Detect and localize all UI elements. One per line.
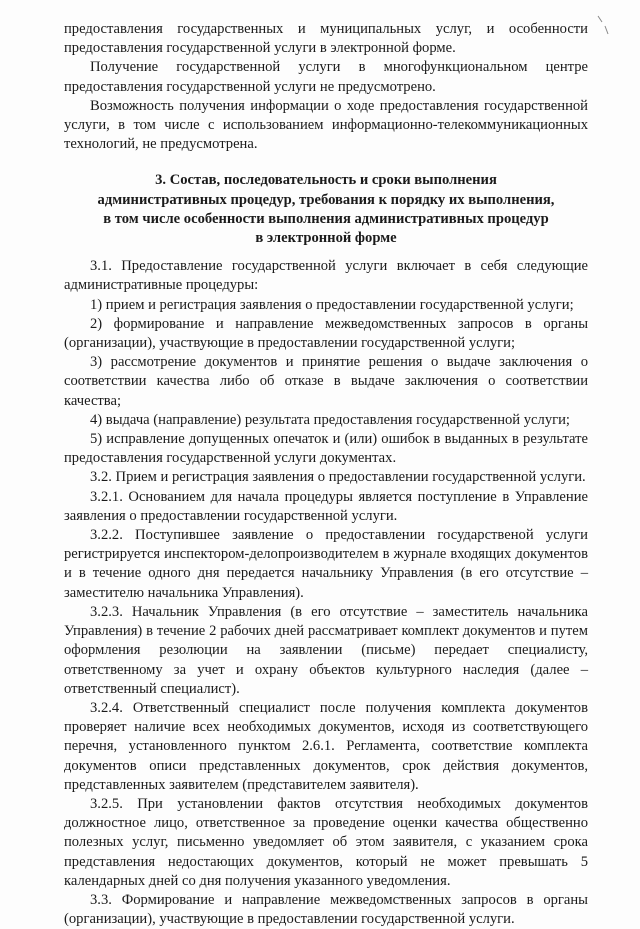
paragraph-3-2-2: 3.2.2. Поступившее заявление о предоставлении государственой услуги регистрируется инспектором-делопроизводителем в журнале входящих документов и в течение одного дня передается начальнику Управления (в его отсутствие – заместителю начальника Управления). [64, 527, 588, 601]
section-heading-line: административных процедур, требования к порядку их выполнения, [97, 191, 555, 208]
paragraph-3-2-3: 3.2.3. Начальник Управления (в его отсутствие – заместитель начальника Управления) в течение 2 рабочих дней рассматривает комплект документов и путем оформления резолюции на заявлении (письме) передает специалисту, ответственному за учет и охрану объектов культурного наследия (далее – ответственный специалист). [64, 603, 588, 697]
section-heading-line: в том числе особенности выполнения административных процедур [103, 210, 549, 227]
list-item-4: 4) выдача (направление) результата предоставления государственной услуги; [90, 411, 570, 428]
paragraph-3-2-5: 3.2.5. При установлении фактов отсутствия необходимых документов должностное лицо, ответственное за проведение оценки качества общественно полезных услуг, письменно уведомляет об этом заявителя, с указанием срока представления недостающих документов, который не может превышать 5 календарных дней со дня получения указанного уведомления. [64, 795, 588, 889]
intro-paragraph-2: Получение государственной услуги в многофункциональном центре предоставления государственной услуги не предусмотрено. [64, 59, 588, 95]
paragraph-3-2-1: 3.2.1. Основанием для начала процедуры является поступление в Управление заявления о предоставлении государственной услуги. [64, 488, 588, 524]
intro-paragraph-1: предоставления государственных и муниципальных услуг, и особенности предоставления государственной услуги в электронной форме. [64, 21, 588, 57]
section-heading-line: 3. Состав, последовательность и сроки выполнения [155, 172, 497, 189]
list-item-5: 5) исправление допущенных опечаток и (или) ошибок в выданных в результате предоставления государственной услуги документах. [64, 431, 588, 467]
paragraph-3-2-4: 3.2.4. Ответственный специалист после получения комплекта документов проверяет наличие всех необходимых документов, исходя из соответствующего перечня, установленного пунктом 2.6.1. Регламента, соответствие комплекта документов описи представленных документов, срок действия документов, представленных заявителем (представителем заявителя). [64, 699, 588, 793]
paragraph-3-3: 3.3. Формирование и направление межведомственных запросов в органы (организации), участвующие в предоставлении государственной услуги. [64, 891, 588, 928]
list-item-3: 3) рассмотрение документов и принятие решения о выдаче заключения о соответствии качества либо об отказе в выдаче заключения о соответствии качества; [64, 354, 588, 409]
intro-paragraph-3: Возможность получения информации о ходе предоставления государственной услуги, в том числе с использованием информационно-телекоммуникационных технологий, не предусмотрена. [64, 97, 588, 153]
scan-mark-icon [596, 14, 610, 36]
paragraph-3-2: 3.2. Прием и регистрация заявления о предоставлении государственной услуги. [90, 469, 586, 486]
paragraph-3-1: 3.1. Предоставление государственной услуги включает в себя следующие административные процедуры: [64, 258, 588, 294]
section-heading-line: в электронной форме [255, 230, 397, 247]
list-item-2: 2) формирование и направление межведомственных запросов в органы (организации), участвующие в предоставлении государственной услуги; [64, 315, 588, 352]
list-item-1: 1) прием и регистрация заявления о предоставлении государственной услуги; [90, 296, 574, 313]
section-heading [64, 171, 588, 248]
